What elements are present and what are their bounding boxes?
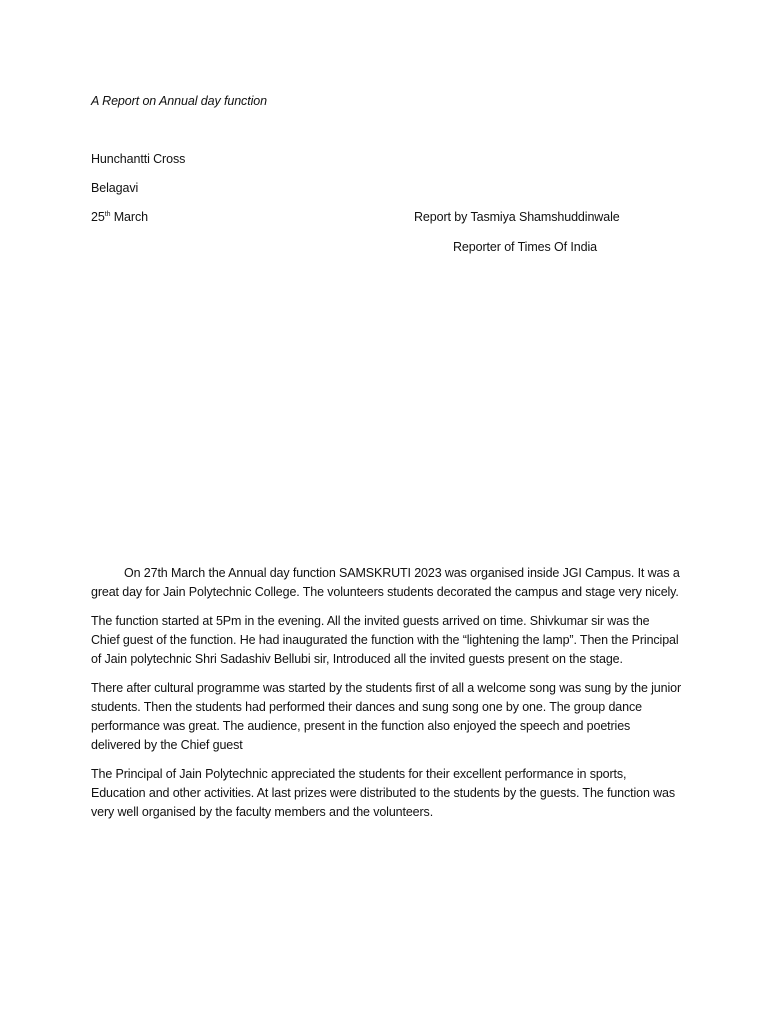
report-body xyxy=(91,564,681,832)
body-paragraph-1: On 27th March the Annual day function SAMSKRUTI 2023 was organised inside JGI Campus. It was a great day for Jain Polytechnic College. The volunteers students decorated the campus and stage very nicely. xyxy=(91,566,680,599)
place-line: Hunchantti Cross xyxy=(91,152,186,166)
date-line xyxy=(91,210,148,224)
body-paragraph-2: The function started at 5Pm in the evening. All the invited guests arrived on time. Shivkumar sir was the Chief guest of the function. He had inaugurated the function with the “lightening the lamp”. Then the Principal of Jain polytechnic Shri Sadashiv Bellubi sir, Introduced all the invited guests present on the stage. xyxy=(91,614,679,666)
date-suffix: th xyxy=(104,211,111,218)
date-day: 25 xyxy=(91,210,105,224)
city-line: Belagavi xyxy=(91,181,139,195)
reporter-byline: Report by Tasmiya Shamshuddinwale xyxy=(414,210,620,224)
body-paragraph-4: The Principal of Jain Polytechnic appreciated the students for their excellent performance in sports, Education and other activities. At last prizes were distributed to the students by the guests. The function was very well organised by the faculty members and the volunteers. xyxy=(91,767,676,819)
body-paragraph-3: There after cultural programme was started by the students first of all a welcome song was sung by the junior students. Then the students had performed their dances and sung song one by one. The group dance performance was great. The audience, present in the function also enjoyed the speech and poetries delivered by the Chief guest xyxy=(91,681,681,752)
report-title: A Report on Annual day function xyxy=(91,94,267,108)
date-month: March xyxy=(110,210,148,224)
reporter-role: Reporter of Times Of India xyxy=(453,240,597,254)
